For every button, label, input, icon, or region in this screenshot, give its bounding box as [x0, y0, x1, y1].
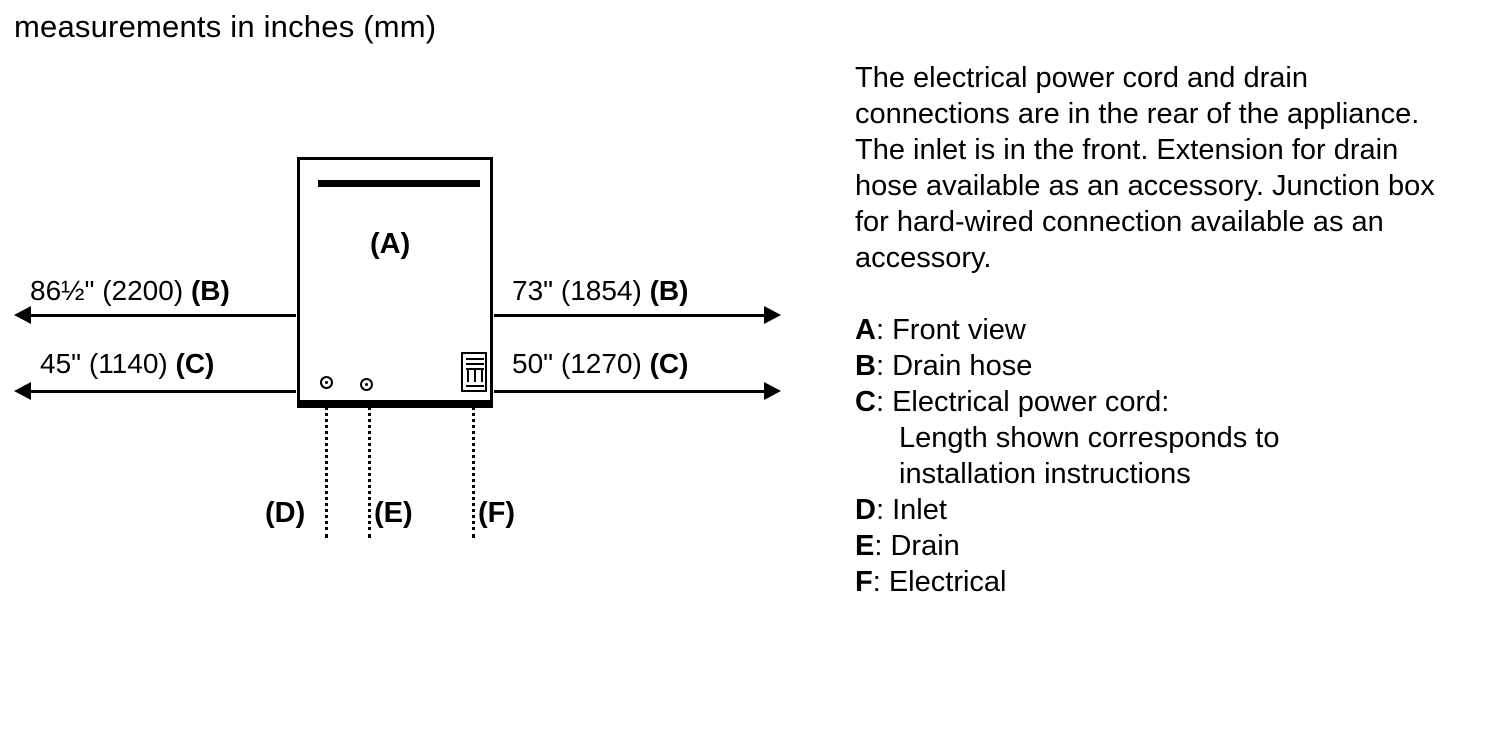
legend-value-d: Inlet: [892, 494, 947, 526]
leader-line-e: [368, 400, 371, 538]
appliance-handle: [318, 180, 480, 187]
dimension-line-right-b: [494, 314, 764, 317]
legend-sep-b: :: [875, 350, 893, 382]
legend-key-b: B: [855, 350, 876, 382]
arrow-head-right-b: [764, 306, 781, 324]
legend-value-e: Drain: [890, 530, 960, 562]
electrical-connection-icon: [461, 352, 487, 392]
legend-item-a: [855, 312, 1455, 348]
info-column: [855, 60, 1455, 600]
legend-sep-d: :: [875, 494, 893, 526]
leader-label-d: (D): [265, 497, 306, 529]
legend-item-c: [855, 384, 1455, 420]
legend-item-e: [855, 528, 1455, 564]
legend-item-f: [855, 564, 1455, 600]
legend-c-note-line1: Length shown corresponds to: [899, 422, 1280, 454]
legend-list: [855, 312, 1455, 600]
drain-port-icon: [360, 378, 373, 391]
leader-line-f: [472, 400, 475, 538]
legend-key-c: C: [855, 386, 876, 418]
leader-line-d: [325, 400, 328, 538]
legend-sep-c: :: [875, 386, 893, 418]
leader-label-f: (F): [478, 497, 516, 529]
inlet-port-icon: [320, 376, 333, 389]
legend-value-b: Drain hose: [892, 350, 1033, 382]
legend-value-c: Electrical power cord:: [892, 386, 1170, 418]
legend-value-a: Front view: [892, 314, 1026, 346]
dimension-right-b-label: 73" (1854) (B): [512, 275, 689, 306]
dimension-left-c-label: 45" (1140) (C): [40, 348, 215, 379]
legend-item-d: [855, 492, 1455, 528]
legend-sep-e: :: [874, 530, 891, 562]
dimension-line-left-b: [28, 314, 296, 317]
dimension-left-b-label: 86½" (2200) (B): [30, 275, 230, 306]
diagram-label-a: (A): [370, 228, 411, 260]
legend-c-note-line2: installation instructions: [899, 458, 1191, 490]
arrow-head-right-c: [764, 382, 781, 400]
legend-key-e: E: [855, 530, 875, 562]
measurement-units-note: measurements in inches (mm): [14, 9, 437, 44]
dimension-line-right-c: [494, 390, 764, 393]
legend-key-f: F: [855, 566, 873, 598]
legend-item-b: [855, 348, 1455, 384]
dimension-line-left-c: [28, 390, 296, 393]
legend-sep-f: :: [872, 566, 889, 598]
legend-key-a: A: [855, 314, 876, 346]
dimension-right-c-label: 50" (1270) (C): [512, 348, 689, 379]
legend-sep-a: :: [875, 314, 893, 346]
connections-description: The electrical power cord and drain connections are in the rear of the appliance. The inlet is in the front. Extension for drain hose available as an accessory. Junction box for hard-wired connection available as an accessory.: [855, 62, 1435, 274]
leader-label-e: (E): [374, 497, 413, 529]
legend-key-d: D: [855, 494, 876, 526]
legend-value-f: Electrical: [888, 566, 1007, 598]
